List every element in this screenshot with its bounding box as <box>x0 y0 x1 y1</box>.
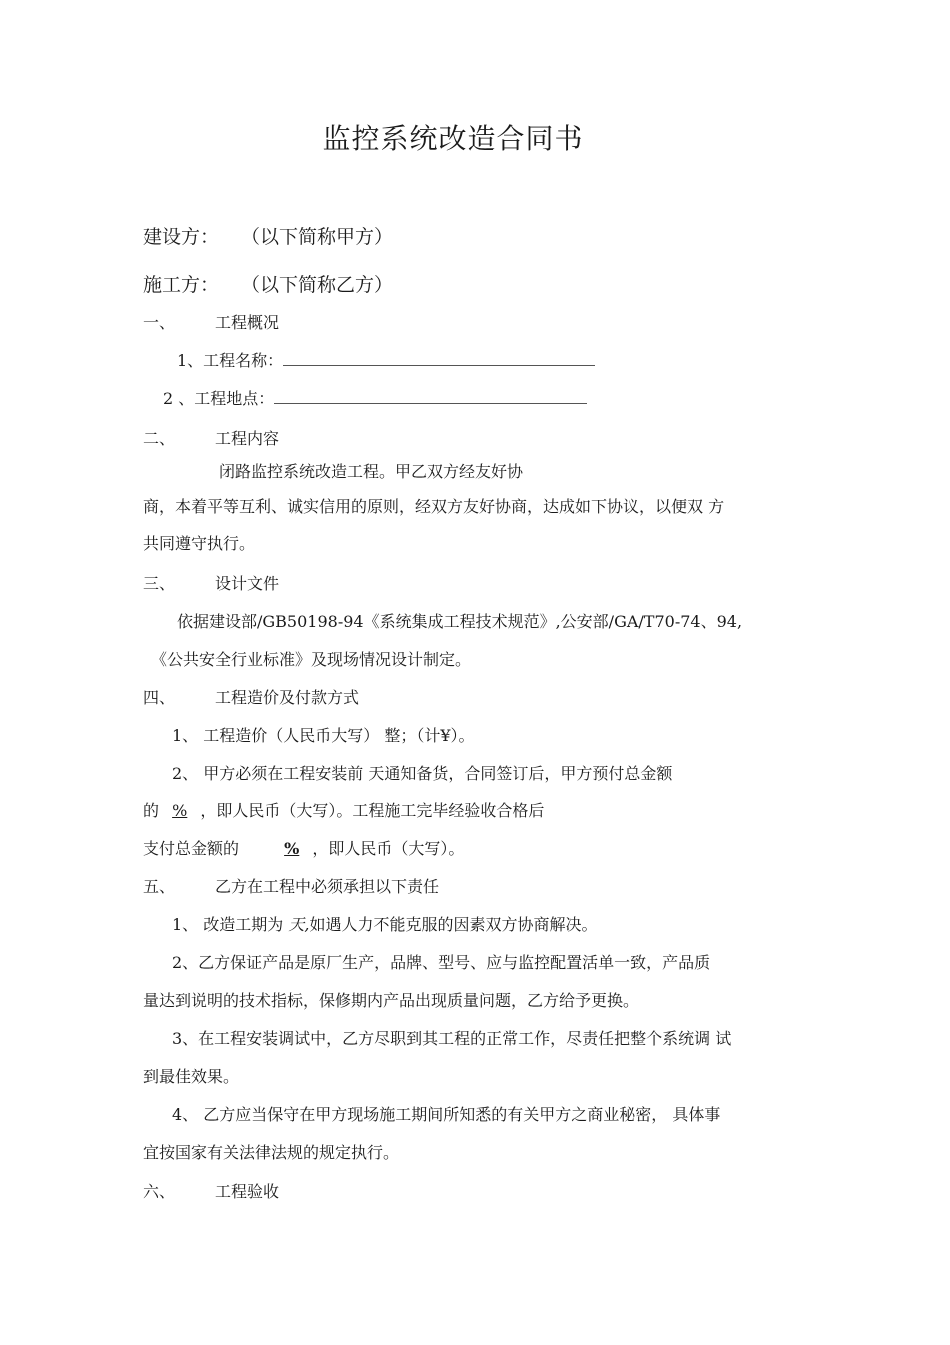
payment-line-2-prefix: 的 <box>143 801 160 820</box>
section-1-heading: 工程概况 <box>215 313 280 332</box>
payment-line-3-prefix: 支付总金额的 <box>143 839 240 858</box>
duty-1-prefix: 1、 改造工期为 <box>172 915 289 934</box>
payment-line-2 <box>143 801 544 821</box>
price-item: 1、 工程造价（人民币大写） 整；（计¥）。 <box>172 726 475 745</box>
project-name-blank <box>283 351 595 366</box>
final-percent: % <box>284 839 300 858</box>
section-2-text-line-3: 共同遵守执行。 <box>143 534 256 553</box>
contractor-label: 施工方： <box>143 274 220 296</box>
duty-1-days: 天, <box>288 915 310 934</box>
section-3-number: 三、 <box>143 574 176 593</box>
project-location-line <box>163 389 587 409</box>
section-1-number: 一、 <box>143 313 176 332</box>
section-3-text-line-1: 依据建设部/GB50198-94《系统集成工程技术规范》,公安部/GA/T70-74、94, <box>177 612 743 631</box>
duty-4-line-2: 宜按国家有关法律法规的规定执行。 <box>143 1143 400 1162</box>
payment-line-2-suffix: ，即人民币（大写）。工程施工完毕经验收合格后 <box>200 801 545 820</box>
owner-label: 建设方： <box>143 226 220 248</box>
project-name-label: 1、工程名称： <box>177 351 284 370</box>
section-2-heading: 工程内容 <box>215 429 280 448</box>
owner-line <box>143 225 393 249</box>
payment-line-3 <box>143 839 464 859</box>
contractor-note: （以下简称乙方） <box>241 274 394 296</box>
section-2-text-line-1: 闭路监控系统改造工程。甲乙双方经友好协 <box>219 462 524 481</box>
duty-4-line-1: 4、 乙方应当保守在甲方现场施工期间所知悉的有关甲方之商业秘密， 具体事 <box>172 1105 721 1124</box>
section-3-text-line-2: 《公共安全行业标准》及现场情况设计制定。 <box>151 650 472 669</box>
section-4-number: 四、 <box>143 688 176 707</box>
section-3-heading: 设计文件 <box>215 574 280 593</box>
payment-line-1: 2、 甲方必须在工程安装前 天通知备货，合同签订后，甲方预付总金额 <box>172 764 673 783</box>
owner-note: （以下简称甲方） <box>241 226 394 248</box>
payment-line-3-suffix: ，即人民币（大写）。 <box>312 839 465 858</box>
section-6-heading: 工程验收 <box>215 1182 280 1201</box>
section-2-text-line-2: 商，本着平等互利、诚实信用的原则，经双方友好协商，达成如下协议，以便双 方 <box>143 497 725 516</box>
duty-2-line-2: 量达到说明的技术指标，保修期内产品出现质量问题，乙方给予更换。 <box>143 991 640 1010</box>
contractor-line <box>143 273 393 297</box>
section-5-number: 五、 <box>143 877 176 896</box>
section-6-number: 六、 <box>143 1182 176 1201</box>
project-name-line <box>177 351 595 371</box>
project-location-label: 2 、工程地点： <box>163 389 275 408</box>
duty-1 <box>172 915 597 935</box>
document-title: 监控系统改造合同书 <box>322 122 584 155</box>
duty-2-line-1: 2、乙方保证产品是原厂生产，品牌、型号、应与监控配置活单一致，产品质 <box>172 953 711 972</box>
duty-1-suffix: 如遇人力不能克服的因素双方协商解决。 <box>309 915 598 934</box>
section-5-heading: 乙方在工程中必须承担以下责任 <box>215 877 440 896</box>
duty-3-line-1: 3、在工程安装调试中，乙方尽职到其工程的正常工作，尽责任把整个系统调 试 <box>172 1029 732 1048</box>
section-4-heading: 工程造价及付款方式 <box>215 688 360 707</box>
duty-3-line-2: 到最佳效果。 <box>143 1067 240 1086</box>
section-2-number: 二、 <box>143 429 176 448</box>
project-location-blank <box>274 389 587 404</box>
advance-percent: % <box>172 801 188 820</box>
